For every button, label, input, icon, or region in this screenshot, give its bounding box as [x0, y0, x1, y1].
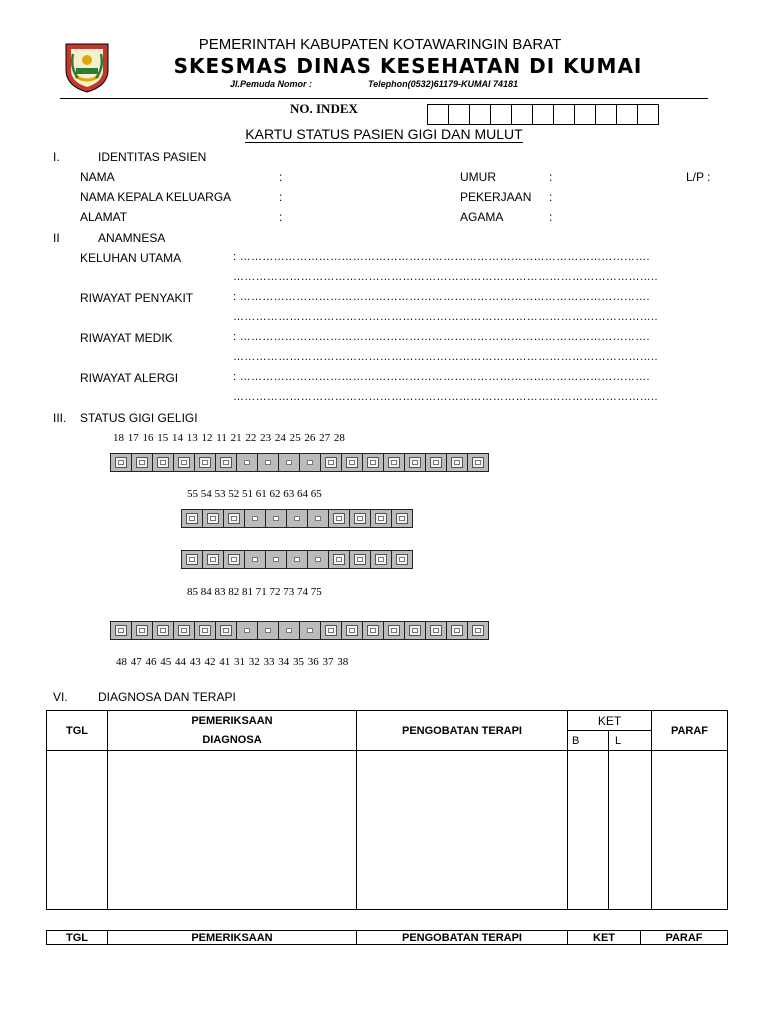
col-tgl: TGL — [47, 931, 108, 945]
tooth[interactable] — [215, 621, 237, 640]
tooth[interactable] — [181, 550, 203, 569]
tooth[interactable] — [152, 621, 174, 640]
col-paraf: PARAF — [652, 711, 728, 751]
tooth[interactable] — [383, 621, 405, 640]
tooth[interactable] — [223, 509, 245, 528]
nama-colon: : — [279, 170, 283, 184]
tooth[interactable] — [446, 453, 468, 472]
tooth[interactable] — [320, 453, 342, 472]
tooth[interactable] — [307, 550, 329, 569]
no-index-boxes[interactable] — [428, 104, 659, 125]
cell-paraf[interactable] — [652, 751, 728, 910]
tooth[interactable] — [349, 509, 371, 528]
col-paraf: PARAF — [641, 931, 728, 945]
tooth[interactable] — [236, 621, 258, 640]
agama-colon: : — [549, 210, 553, 224]
tooth[interactable] — [181, 509, 203, 528]
lp-label: L/P : — [686, 170, 711, 184]
tooth[interactable] — [244, 550, 266, 569]
cell-l[interactable] — [609, 751, 652, 910]
keluhan-label: KELUHAN UTAMA — [80, 251, 182, 265]
index-box[interactable] — [511, 104, 533, 125]
col-pemeriksaan: PEMERIKSAAN — [108, 931, 357, 945]
riwayat-alergi-line-2[interactable]: ………………………………………………………………………………………………….. — [233, 391, 658, 403]
tooth[interactable] — [446, 621, 468, 640]
cell-tgl[interactable] — [47, 751, 108, 910]
tooth[interactable] — [194, 621, 216, 640]
header-address — [230, 79, 518, 89]
agama-label: AGAMA — [460, 210, 504, 224]
header-institution: SKESMAS DINAS KESEHATAN DI KUMAI — [173, 54, 643, 78]
tooth[interactable] — [223, 550, 245, 569]
tooth[interactable] — [110, 621, 132, 640]
index-box[interactable] — [595, 104, 617, 125]
tooth[interactable] — [328, 509, 350, 528]
tooth[interactable] — [299, 453, 321, 472]
tooth[interactable] — [299, 621, 321, 640]
tooth[interactable] — [391, 509, 413, 528]
riwayat-alergi-line[interactable]: : ………………………………………………………………………………………………. — [233, 371, 650, 383]
tooth[interactable] — [215, 453, 237, 472]
index-box[interactable] — [490, 104, 512, 125]
section1-label: IDENTITAS PASIEN — [98, 150, 207, 164]
lower-child-teeth[interactable] — [181, 550, 412, 569]
riwayat-medik-label: RIWAYAT MEDIK — [80, 331, 173, 345]
section3-label: STATUS GIGI GELIGI — [80, 411, 198, 425]
upper-permanent-numbers: 18 17 16 15 14 13 12 11 21 22 23 24 25 26 27 28 — [113, 432, 345, 444]
header-divider — [60, 98, 708, 99]
col-pengobatan: PENGOBATAN TERAPI — [357, 711, 568, 751]
tooth[interactable] — [173, 453, 195, 472]
riwayat-medik-line[interactable]: : ………………………………………………………………………………………………. — [233, 331, 650, 343]
tooth[interactable] — [362, 453, 384, 472]
col-l: L — [609, 731, 652, 751]
riwayat-alergi-label: RIWAYAT ALERGI — [80, 371, 179, 385]
tooth[interactable] — [194, 453, 216, 472]
lower-permanent-numbers: 48 47 46 45 44 43 42 41 31 32 33 34 35 36 37 38 — [116, 656, 349, 668]
section4-label: DIAGNOSA DAN TERAPI — [98, 690, 236, 704]
index-box[interactable] — [553, 104, 575, 125]
col-b: B — [568, 731, 609, 751]
riwayat-medik-line-2[interactable]: ………………………………………………………………………………………………….. — [233, 351, 658, 363]
umur-colon: : — [549, 170, 553, 184]
col-ket: KET — [568, 931, 641, 945]
kepala-keluarga-label: NAMA KEPALA KELUARGA — [80, 190, 232, 204]
no-index-label: NO. INDEX — [290, 101, 358, 116]
index-box[interactable] — [427, 104, 449, 125]
index-box[interactable] — [469, 104, 491, 125]
tooth[interactable] — [349, 550, 371, 569]
nama-label: NAMA — [80, 170, 115, 184]
riwayat-penyakit-line[interactable]: : ………………………………………………………………………………………………. — [233, 291, 650, 303]
tooth[interactable] — [425, 621, 447, 640]
diagnosis-table-2 — [46, 930, 728, 945]
tooth[interactable] — [278, 453, 300, 472]
tooth[interactable] — [257, 621, 279, 640]
lower-child-numbers: 85 84 83 82 81 71 72 73 74 75 — [187, 586, 322, 598]
header-government: PEMERINTAH KABUPATEN KOTAWARINGIN BARAT — [198, 36, 562, 53]
tooth[interactable] — [370, 550, 392, 569]
section2-number: II — [53, 231, 60, 245]
col-ket: KET — [568, 711, 652, 731]
index-box[interactable] — [532, 104, 554, 125]
tooth[interactable] — [341, 621, 363, 640]
tooth[interactable] — [328, 550, 350, 569]
table-row[interactable] — [47, 751, 728, 910]
riwayat-penyakit-line-2[interactable]: ………………………………………………………………………………………………….. — [233, 311, 658, 323]
tooth[interactable] — [131, 621, 153, 640]
upper-child-teeth[interactable] — [181, 509, 412, 528]
section2-label: ANAMNESA — [98, 231, 166, 245]
index-box[interactable] — [616, 104, 638, 125]
keluhan-line-2[interactable]: ………………………………………………………………………………………………….. — [233, 271, 658, 283]
tooth[interactable] — [404, 453, 426, 472]
page-title: KARTU STATUS PASIEN GIGI DAN MULUT — [245, 126, 523, 142]
tooth[interactable] — [383, 453, 405, 472]
tooth[interactable] — [265, 550, 287, 569]
tooth[interactable] — [404, 621, 426, 640]
tooth[interactable] — [152, 453, 174, 472]
upper-permanent-teeth[interactable] — [110, 453, 488, 472]
tooth[interactable] — [265, 509, 287, 528]
tooth[interactable] — [341, 453, 363, 472]
tooth[interactable] — [202, 550, 224, 569]
tooth[interactable] — [244, 509, 266, 528]
alamat-label: ALAMAT — [80, 210, 128, 224]
tooth[interactable] — [110, 453, 132, 472]
keluhan-line[interactable]: : ………………………………………………………………………………………………. — [233, 251, 650, 263]
tooth[interactable] — [320, 621, 342, 640]
cell-b[interactable] — [568, 751, 609, 910]
tooth[interactable] — [425, 453, 447, 472]
riwayat-penyakit-label: RIWAYAT PENYAKIT — [80, 291, 194, 305]
phone-text: Telephon(0532)61179-KUMAI 74181 — [368, 79, 519, 89]
tooth[interactable] — [391, 550, 413, 569]
col-tgl: TGL — [47, 711, 108, 751]
tooth[interactable] — [278, 621, 300, 640]
tooth[interactable] — [173, 621, 195, 640]
index-box[interactable] — [448, 104, 470, 125]
tooth[interactable] — [286, 509, 308, 528]
kepala-colon: : — [279, 190, 283, 204]
kotawaringin-barat-logo — [62, 40, 112, 94]
index-box[interactable] — [637, 104, 659, 125]
tooth[interactable] — [467, 453, 489, 472]
address-text: Jl.Pemuda Nomor : — [230, 79, 313, 89]
tooth[interactable] — [236, 453, 258, 472]
tooth[interactable] — [467, 621, 489, 640]
diagnosis-table — [46, 710, 728, 910]
section1-number: I. — [53, 150, 60, 164]
cell-pengobatan[interactable] — [357, 751, 568, 910]
tooth[interactable] — [131, 453, 153, 472]
col-diagnosa: DIAGNOSA — [108, 731, 357, 751]
tooth[interactable] — [286, 550, 308, 569]
pekerjaan-label: PEKERJAAN — [460, 190, 532, 204]
tooth[interactable] — [370, 509, 392, 528]
tooth[interactable] — [257, 453, 279, 472]
umur-label: UMUR — [460, 170, 496, 184]
tooth[interactable] — [362, 621, 384, 640]
section3-number: III. — [53, 411, 67, 425]
lower-permanent-teeth[interactable] — [110, 621, 488, 640]
pekerjaan-colon: : — [549, 190, 553, 204]
col-pengobatan: PENGOBATAN TERAPI — [357, 931, 568, 945]
col-pemeriksaan: PEMERIKSAAN — [108, 711, 357, 731]
tooth[interactable] — [202, 509, 224, 528]
tooth[interactable] — [307, 509, 329, 528]
section4-number: VI. — [53, 690, 68, 704]
upper-child-numbers: 55 54 53 52 51 61 62 63 64 65 — [187, 488, 322, 500]
cell-pemeriksaan[interactable] — [108, 751, 357, 910]
index-box[interactable] — [574, 104, 596, 125]
alamat-colon: : — [279, 210, 283, 224]
